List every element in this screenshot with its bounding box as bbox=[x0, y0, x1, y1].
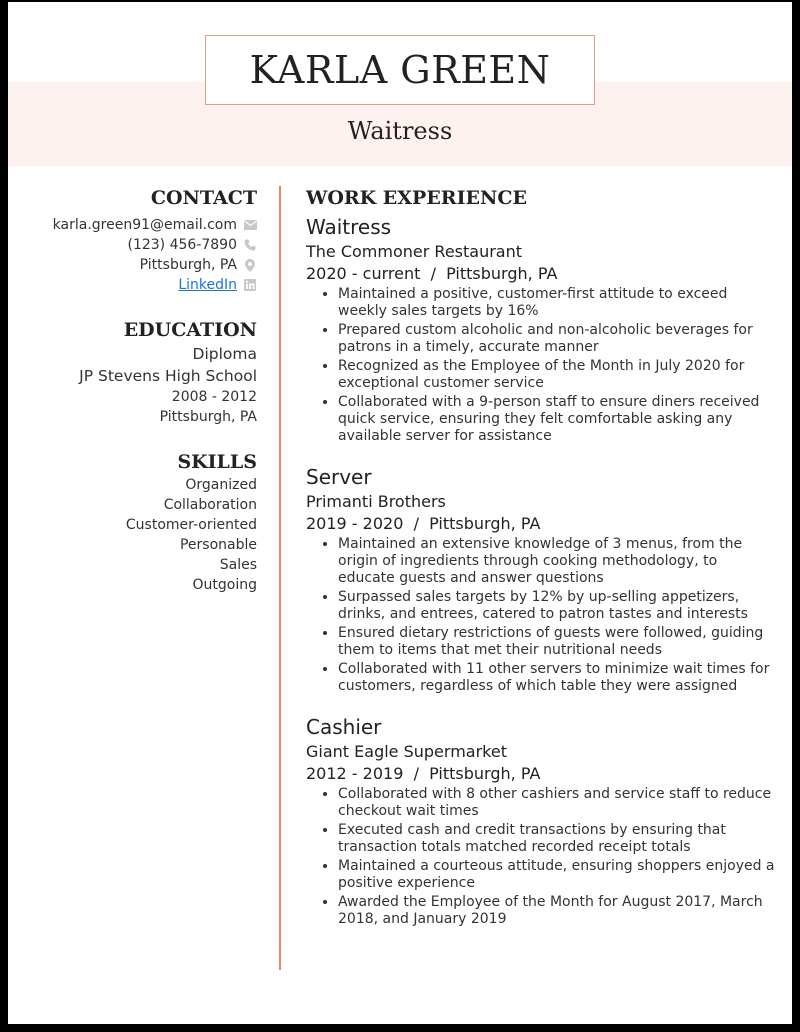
bullet-item: • Ensured dietary restrictions of guests were followed, guiding them to items that met their nutritional needs bbox=[338, 625, 776, 659]
email-text: karla.green91@email.com bbox=[52, 217, 237, 233]
contact-email bbox=[8, 215, 257, 235]
phone-text: (123) 456-7890 bbox=[127, 237, 237, 253]
education-section bbox=[8, 317, 257, 427]
job-location: Pittsburgh, PA bbox=[429, 764, 541, 783]
bullet-item: • Recognized as the Employee of the Month in July 2020 for exceptional customer service bbox=[338, 358, 776, 392]
bullet-item: • Maintained a courteous attitude, ensuring shoppers enjoyed a positive experience bbox=[338, 858, 776, 892]
education-dates: 2008 - 2012 bbox=[171, 389, 257, 405]
job-location: Pittsburgh, PA bbox=[446, 264, 558, 283]
skill-item: Collaboration bbox=[163, 497, 257, 513]
education-heading: EDUCATION bbox=[123, 319, 257, 341]
job-dates-location: 2019 - 2020 / Pittsburgh, PA bbox=[306, 514, 541, 533]
contact-linkedin bbox=[8, 275, 257, 295]
skill-item: Personable bbox=[179, 537, 257, 553]
job-location: Pittsburgh, PA bbox=[429, 514, 541, 533]
job-bullets bbox=[306, 286, 776, 445]
job-dates-location: 2012 - 2019 / Pittsburgh, PA bbox=[306, 764, 541, 783]
job-company: Giant Eagle Supermarket bbox=[306, 742, 507, 761]
map-pin-icon bbox=[243, 258, 257, 272]
candidate-name: KARLA GREEN bbox=[249, 48, 551, 92]
education-school: JP Stevens High School bbox=[79, 367, 257, 385]
linkedin-link[interactable]: LinkedIn bbox=[178, 277, 237, 293]
skill-item: Sales bbox=[219, 557, 257, 573]
skill-item: Customer-oriented bbox=[125, 517, 257, 533]
job-role: Waitress bbox=[306, 215, 392, 239]
skill-item: Organized bbox=[185, 477, 257, 493]
left-column bbox=[8, 185, 257, 595]
bullet-item: • Collaborated with 11 other servers to minimize wait times for customers, regardless of which table they were assigned bbox=[338, 661, 776, 695]
contact-section bbox=[8, 185, 257, 295]
linkedin-icon bbox=[243, 278, 257, 292]
right-column bbox=[306, 185, 776, 930]
bullet-item: • Prepared custom alcoholic and non-alcoholic beverages for patrons in a timely, accurate manner bbox=[338, 322, 776, 356]
job-role: Cashier bbox=[306, 715, 382, 739]
job-dates: 2019 - 2020 bbox=[306, 514, 404, 533]
bullet-item: • Maintained a positive, customer-first attitude to exceed weekly sales targets by 16% bbox=[338, 286, 776, 320]
column-divider bbox=[279, 186, 281, 970]
job-role: Server bbox=[306, 465, 372, 489]
skill-item: Outgoing bbox=[192, 577, 257, 593]
skills-heading: SKILLS bbox=[177, 451, 257, 473]
envelope-icon bbox=[243, 218, 257, 232]
job-dates-location: 2020 - current / Pittsburgh, PA bbox=[306, 264, 558, 283]
job-company: The Commoner Restaurant bbox=[306, 242, 523, 261]
job-company: Primanti Brothers bbox=[306, 492, 446, 511]
phone-icon bbox=[243, 238, 257, 252]
bullet-item: • Collaborated with a 9-person staff to ensure diners received quick service, ensuring they felt comfortable asking any available server for assistance bbox=[338, 394, 776, 445]
job-bullets bbox=[306, 786, 776, 928]
job-dates: 2012 - 2019 bbox=[306, 764, 404, 783]
job-title: Waitress bbox=[347, 117, 453, 145]
job-dates: 2020 - current bbox=[306, 264, 421, 283]
work-experience-heading: WORK EXPERIENCE bbox=[306, 187, 527, 209]
job-entry bbox=[306, 213, 776, 445]
skills-section bbox=[8, 449, 257, 595]
bullet-item: • Surpassed sales targets by 12% by up-selling appetizers, drinks, and entrees, catered to patron tastes and interests bbox=[338, 589, 776, 623]
bullet-item: • Awarded the Employee of the Month for August 2017, March 2018, and January 2019 bbox=[338, 894, 776, 928]
education-degree: Diploma bbox=[192, 345, 257, 363]
name-box bbox=[205, 35, 595, 105]
education-location: Pittsburgh, PA bbox=[159, 409, 257, 425]
job-entry bbox=[306, 713, 776, 928]
location-text: Pittsburgh, PA bbox=[139, 257, 237, 273]
job-entry bbox=[306, 463, 776, 695]
job-bullets bbox=[306, 536, 776, 695]
bullet-item: • Collaborated with 8 other cashiers and service staff to reduce checkout wait times bbox=[338, 786, 776, 820]
contact-phone bbox=[8, 235, 257, 255]
resume-page bbox=[8, 2, 792, 1024]
contact-heading: CONTACT bbox=[150, 187, 257, 209]
bullet-item: • Maintained an extensive knowledge of 3 menus, from the origin of ingredients through cooking methodology, to educate guests and answer questions bbox=[338, 536, 776, 587]
bullet-item: • Executed cash and credit transactions by ensuring that transaction totals matched recorded receipt totals bbox=[338, 822, 776, 856]
contact-location bbox=[8, 255, 257, 275]
